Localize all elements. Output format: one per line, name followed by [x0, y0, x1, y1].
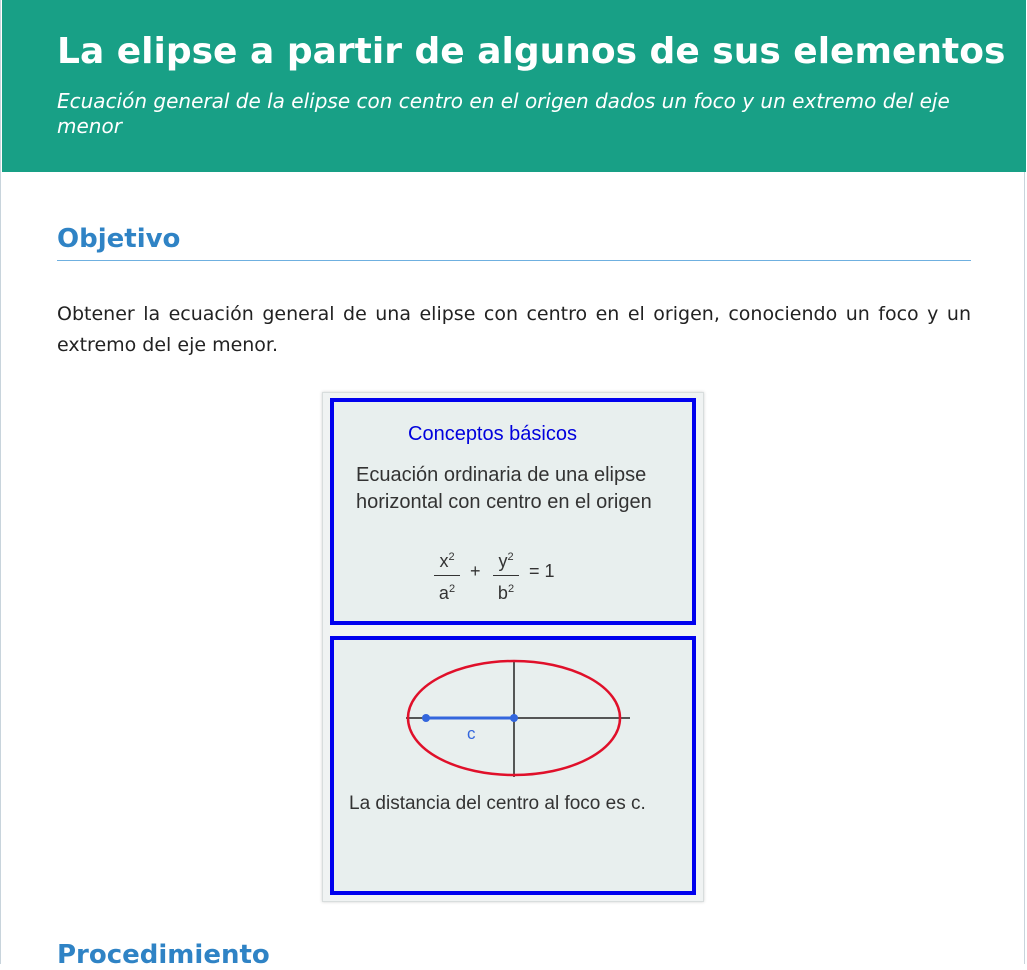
- center-point: [510, 714, 518, 722]
- ellipse-formula: [430, 546, 590, 602]
- focus-point[interactable]: [422, 714, 430, 722]
- ellipse-diagram: [398, 655, 638, 785]
- page-title: La elipse a partir de algunos de sus elementos: [57, 31, 1006, 72]
- header-banner: [2, 0, 1026, 172]
- concepts-title: Conceptos básicos: [408, 423, 577, 445]
- diagram-caption: La distancia del centro al foco es c.: [349, 793, 646, 814]
- equals-one: = 1: [529, 561, 555, 581]
- concepts-description: Ecuación ordinaria de una elipse horizontal con centro en el origen: [356, 464, 652, 513]
- fraction-x: $x^2$ $a^2$: [432, 546, 462, 603]
- objective-heading: Objetivo: [57, 224, 181, 254]
- segment-label: c: [467, 724, 476, 743]
- objective-text: Obtener la ecuación general de una elipse con centro en el origen, conociendo un foco y un extremo del eje menor.: [57, 303, 971, 356]
- procedure-heading: Procedimiento: [57, 940, 270, 970]
- objective-divider: [57, 260, 971, 261]
- plus-sign: +: [470, 561, 481, 581]
- fraction-y: $y^2$ $b^2$: [491, 546, 521, 603]
- page-subtitle: Ecuación general de la elipse con centro en el origen dados un foco y un extremo del eje menor: [57, 89, 950, 138]
